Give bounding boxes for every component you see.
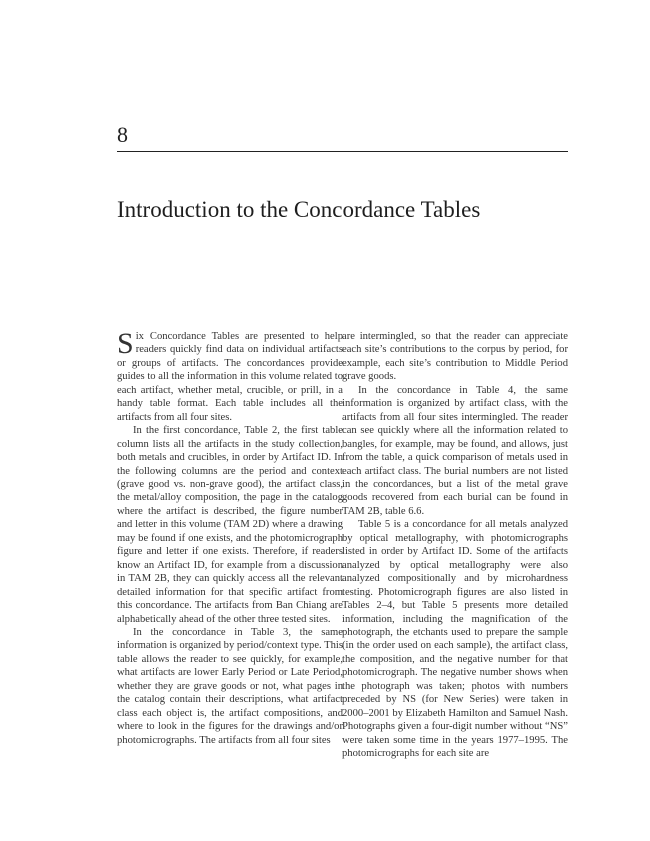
paragraph-5: Table 5 is a concordance for all metals analyzed by optical metallography, with photomicrographs listed in order by Artifact ID. Some of the artifacts analyzed by optical metallography were also analyzed compositionally and by microhardness testing. Photomicrograph figures are also listed in Tables 2–4, but Table 5 presents more detailed information, including the magnification of the photograph, the etchants used to prepare the sample (in the order used on each sample), the artifact class, the composition, and the negative number for that photomicrograph. The negative number shows when the photograph was taken; photos with numbers preceded by NS (for New Series) were taken in 2000–2001 by Elizabeth Hamilton and Samuel Nash. Photographs given a four-digit number without “NS” were taken some time in the years 1977–1995. The photomicrographs for each site are xyxy=(342,519,568,760)
paragraph-3-continued: are intermingled, so that the reader can appreciate each site’s contributions to the corpus by period, for example, each site’s contribution to Middle Period grave goods. xyxy=(342,331,568,383)
chapter-title: Introduction to the Concordance Tables xyxy=(117,197,481,222)
paragraph-3: In the concordance in Table 3, the same information is organized by period/context type. This table allows the reader to see quickly, for example, what artifacts are lower Early Period or Late Period, whether they are grave goods or not, what pages in the catalog contain their descriptions, what artifact class each object is, the artifact compositions, and where to look in the figures for the drawings and/or photomicrographs. The artifacts from all four sites xyxy=(117,626,343,746)
paragraph-1-text: ix Concordance Tables are presented to help readers quickly find data on individual artifacts or groups of artifacts. The concordances provide guides to all the information in this volume related to each artifact, whether metal, crucible, or prill, in a handy table format. Each table includes all the artifacts from all four sites. xyxy=(117,331,343,423)
right-column xyxy=(342,330,568,761)
paragraph-4: In the concordance in Table 4, the same information is organized by artifact class, with the artifacts from all four sites intermingled. The reader can see quickly where all the information related to bangles, for example, may be found, and allows, just from the table, a quick comparison of metals used in each artifact class. The burial numbers are not listed in the concordances, but a list of the metal grave goods recovered from each burial can be found in TAM 2B, table 6.6. xyxy=(342,384,568,517)
left-column xyxy=(117,327,343,747)
drop-cap: S xyxy=(117,327,134,360)
chapter-number: 8 xyxy=(117,122,128,147)
chapter-rule xyxy=(117,151,568,152)
paragraph-2: In the first concordance, Table 2, the first table column lists all the artifacts in the study collection, both metals and crucibles, in order by Artifact ID. In the following columns are the period and context (grave good vs. non-grave good), the artifact class, the metal/alloy composition, the page in the catalog where the artifact is described, the figure number and letter in this volume (TAM 2D) where a drawing may be found if one exists, and the photomicrograph figure and letter if one exists. Therefore, if readers know an Artifact ID, for example from a discussion in TAM 2B, they can quickly access all the relevant detailed information for that specific artifact from this concordance. The artifacts from Ban Chiang are alphabetically ahead of the other three tested sites. xyxy=(117,425,343,625)
paragraph-1 xyxy=(117,327,343,424)
